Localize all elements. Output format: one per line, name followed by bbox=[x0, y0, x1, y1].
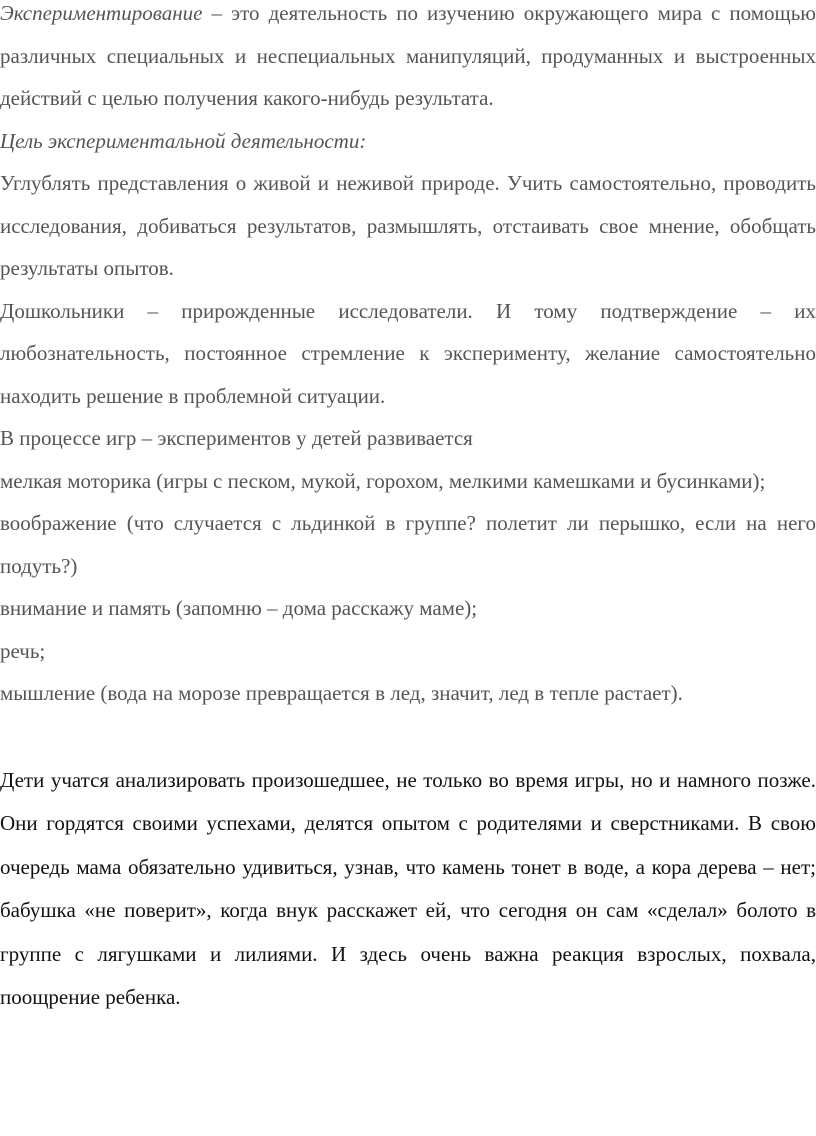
develop-item-fine-motor: мелкая моторика (игры с песком, мукой, горохом, мелкими камешками и бусинками); bbox=[0, 468, 766, 493]
definition-text: – это деятельность по изучению окружающего мира с помощью различных специальных и неспециальных манипуляций, продуманных и выстроенных действий с целью получения какого-нибудь результата. bbox=[0, 1, 816, 110]
paragraph-children-analyze: Дети учатся анализировать произошедшее, не только во время игры, но и намного позже. Они гордятся своими успехами, делятся опытом с родителями и сверстниками. В свою очередь мама обязательно удивиться, узнав, что камень тонет в воде, а кора дерева – нет; бабушка «не поверит», когда внук расскажет ей, что сегодня он сам «сделал» болото в группе с лягушками и лилиями. И здесь очень важна реакция взрослых, похвала, поощрение ребенка. bbox=[0, 767, 816, 1010]
develops-intro: В процессе игр – экспериментов у детей развивается bbox=[0, 426, 473, 450]
paragraph-definition bbox=[0, 0, 816, 120]
goal-heading: Цель экспериментальной деятельности: bbox=[0, 128, 367, 153]
term-experimentation: Экспериментирование bbox=[0, 1, 203, 25]
develop-item-thinking: мышление (вода на морозе превращается в лед, значит, лед в тепле растает). bbox=[0, 681, 683, 705]
paragraph-preschoolers: Дошкольники – прирожденные исследователи. И тому подтверждение – их любознательность, постоянное стремление к эксперименту, желание самостоятельно находить решение в проблемной ситуации. bbox=[0, 298, 816, 408]
develop-item-speech: речь; bbox=[0, 638, 46, 663]
develop-item-imagination: воображение (что случается с льдинкой в группе? полетит ли перышко, если на него подуть?) bbox=[0, 511, 816, 578]
paragraph-gap bbox=[0, 715, 816, 759]
develop-item-attention-memory: внимание и память (запомню – дома расскажу маме); bbox=[0, 596, 478, 620]
goal-text: Углублять представления о живой и неживой природе. Учить самостоятельно, проводить исследования, добиваться результатов, размышлять, отстаивать свое мнение, обобщать результаты опытов. bbox=[0, 171, 816, 280]
